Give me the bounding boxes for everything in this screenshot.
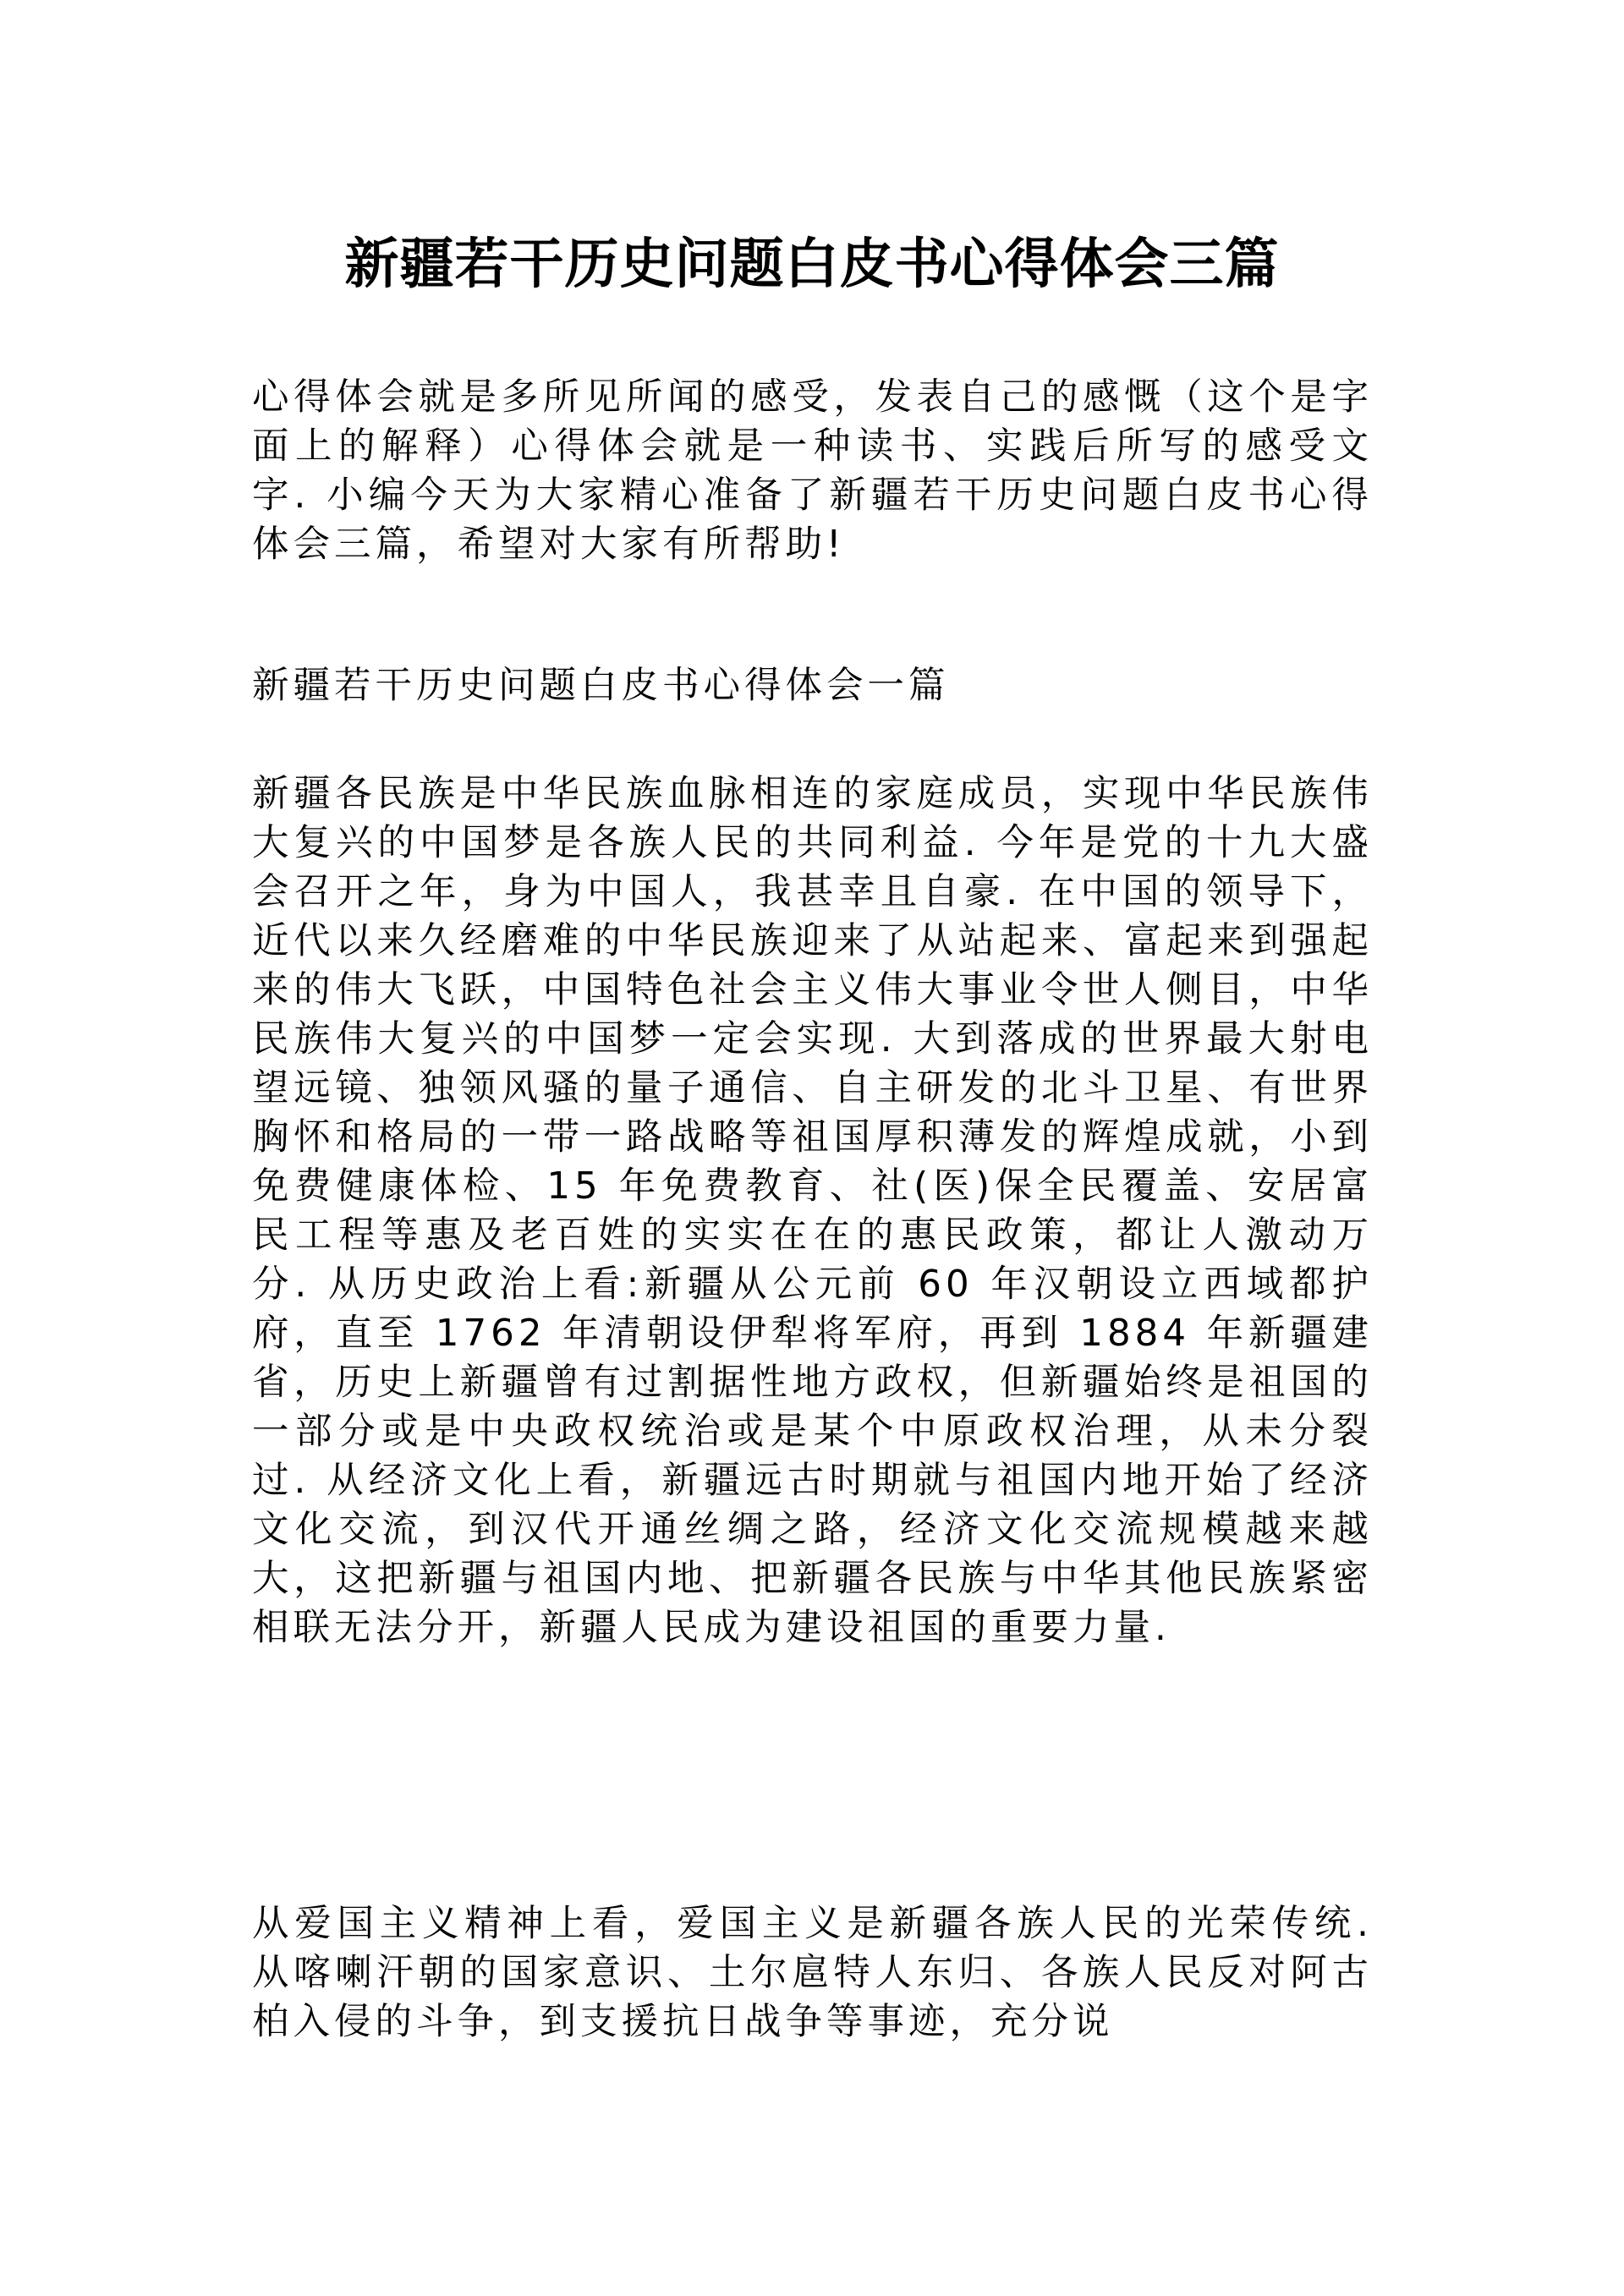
intro-paragraph: 心得体会就是多所见所闻的感受，发表自己的感慨（这个是字面上的解释）心得体会就是一种读书、实践后所写的感受文字. 小编今天为大家精心准备了新疆若干历史问题白皮书心得体会三篇，希望对大家有所帮助! — [252, 376, 1373, 566]
body-paragraph-2: 从爱国主义精神上看，爱国主义是新疆各族人民的光荣传统. 从喀喇汗朝的国家意识、土尔扈特人东归、各族人民反对阿古柏入侵的斗争，到支援抗日战争等事迹，充分说 — [252, 1903, 1373, 2043]
section-heading: 新疆若干历史问题白皮书心得体会一篇 — [252, 665, 950, 707]
document-title: 新疆若干历史问题白皮书心得体会三篇 — [344, 233, 1280, 296]
body-paragraph-1: 新疆各民族是中华民族血脉相连的家庭成员，实现中华民族伟大复兴的中国梦是各族人民的共同利益. 今年是党的十九大盛会召开之年，身为中国人，我甚幸且自豪. 在中国的领导下，近代以来久经磨难的中华民族迎来了从站起来、富起来到强起来的伟大飞跃，中国特色社会主义伟大事业令世人侧目，中华民族伟大复兴的中国梦一定会实现. 大到落成的世界最大射电望远镜、独领风骚的量子通信、自主研发的北斗卫星、有世界胸怀和格局的一带一路战略等祖国厚积薄发的辉煌成就，小到免费健康体检、15 年免费教育、社(医)保全民覆盖、安居富民工程等惠及老百姓的实实在在的惠民政策，都让人激动万分. 从历史政治上看:新疆从公元前 60 年汉朝设立西域都护府，直至 1762 年清朝设伊犁将军府，再到 1884 年新疆建省，历史上新疆曾有过割据性地方政权，但新疆始终是祖国的一部分或是中央政权统治或是某个中原政权治理，从未分裂过. 从经济文化上看，新疆远古时期就与祖国内地开始了经济文化交流，到汉代开通丝绸之路，经济文化交流规模越来越大，这把新疆与祖国内地、把新疆各民族与中华其他民族紧密相联无法分开，新疆人民成为建设祖国的重要力量. — [252, 773, 1373, 1649]
